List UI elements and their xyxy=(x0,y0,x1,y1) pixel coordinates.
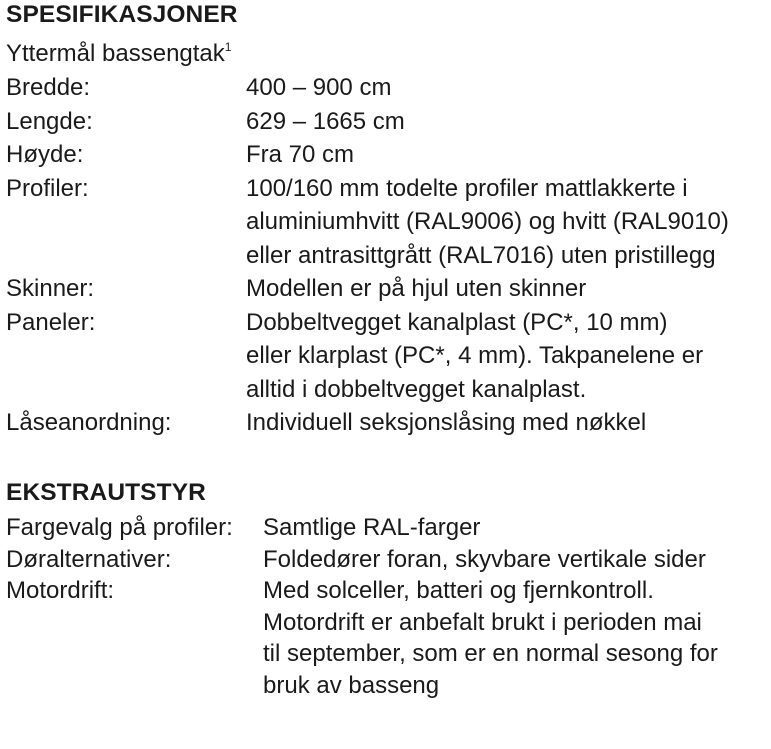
spec-row xyxy=(6,544,766,576)
spec-value xyxy=(246,138,766,172)
spec-value-line: eller antrasittgrått (RAL7016) uten pristillegg xyxy=(246,241,716,269)
footnote-marker: 1 xyxy=(224,40,232,54)
spec-value xyxy=(246,71,766,105)
spec-value-line: 629 – 1665 cm xyxy=(246,107,405,135)
spec-value-line: til september, som er en normal sesong for xyxy=(263,640,718,667)
spec-value xyxy=(246,172,766,273)
spec-value xyxy=(263,512,766,544)
spec-value-line: Samtlige RAL-farger xyxy=(263,514,481,541)
spec-row xyxy=(6,306,766,407)
spec-label: Bredde: xyxy=(6,74,91,101)
spec-row xyxy=(6,575,766,701)
spec-row xyxy=(6,138,766,172)
extras-heading: EKSTRAUTSTYR xyxy=(6,479,206,506)
extras-table xyxy=(6,512,766,701)
spec-label: Høyde: xyxy=(6,141,84,168)
spec-value xyxy=(246,105,766,139)
spec-label: Lengde: xyxy=(6,107,93,135)
spec-label: Skinner: xyxy=(6,275,95,302)
spec-value-line: Dobbeltvegget kanalplast (PC*, 10 mm) xyxy=(246,308,668,336)
specifications-heading: SPESIFIKASJONER xyxy=(6,1,238,28)
spec-value xyxy=(263,575,766,701)
spec-value-line: 400 – 900 cm xyxy=(246,74,392,101)
spec-label: Fargevalg på profiler: xyxy=(6,514,233,541)
spec-label: Paneler: xyxy=(6,308,96,336)
spec-row xyxy=(6,105,766,139)
spec-value xyxy=(263,544,766,576)
spec-value-line: Foldedører foran, skyvbare vertikale sider xyxy=(263,545,706,573)
spec-value-line: 100/160 mm todelte profiler mattlakkerte i xyxy=(246,174,688,202)
specifications-table xyxy=(6,71,766,440)
spec-value-line: Med solceller, batteri og fjernkontroll. xyxy=(263,577,654,604)
spec-value xyxy=(246,406,766,440)
spec-value-line: aluminiumhvitt (RAL9006) og hvitt (RAL9010) xyxy=(246,208,729,235)
spec-value-line: Motordrift er anbefalt brukt i perioden mai xyxy=(263,608,702,636)
spec-row xyxy=(6,272,766,306)
outer-dimensions-subheading xyxy=(6,30,766,71)
spec-row xyxy=(6,512,766,544)
spec-label: Profiler: xyxy=(6,174,89,202)
spec-row xyxy=(6,71,766,105)
spec-value-line: eller klarplast (PC*, 4 mm). Takpanelene er xyxy=(246,342,704,369)
spec-row xyxy=(6,406,766,440)
spec-value-line: Modellen er på hjul uten skinner xyxy=(246,275,587,302)
outer-dimensions-label: Yttermål bassengtak xyxy=(6,40,225,67)
spec-label: Låseanordning: xyxy=(6,409,172,436)
spec-value-line: Individuell seksjonslåsing med nøkkel xyxy=(246,409,647,436)
specifications-section xyxy=(6,0,766,440)
extras-section xyxy=(6,478,766,701)
spec-value-line: Fra 70 cm xyxy=(246,141,355,168)
spec-value-line: alltid i dobbeltvegget kanalplast. xyxy=(246,375,587,403)
spec-label: Døralternativer: xyxy=(6,545,172,573)
spec-value-line: bruk av basseng xyxy=(263,671,440,699)
spec-label: Motordrift: xyxy=(6,577,115,604)
spec-value xyxy=(246,272,766,306)
spec-row xyxy=(6,172,766,273)
spec-value xyxy=(246,306,766,407)
